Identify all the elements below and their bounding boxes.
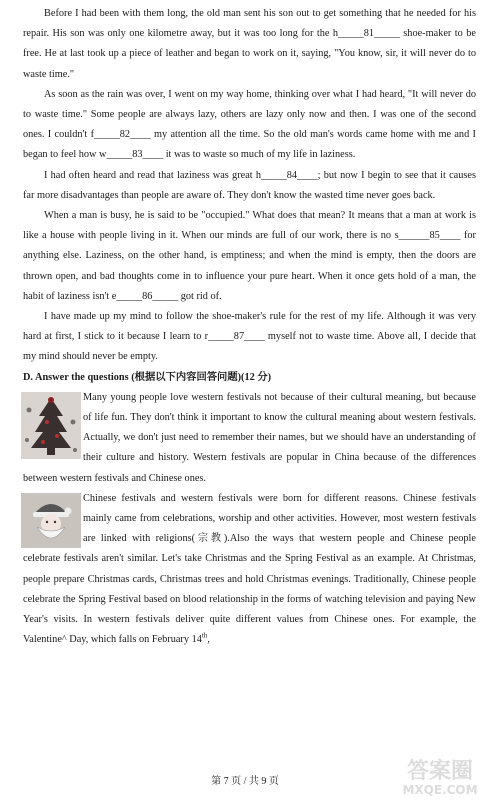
paragraph-1: Before I had been with them long, the old man sent his son out to get something that he needed for his repair. His son was only one kilometre away, but it was too long for the h_____81_____ shoe-maker to be free. He at last took up a piece of leather and began to work on it, saying, "You know, sir, it will never do to waste time." [23, 8, 476, 80]
paragraph-4: When a man is busy, he is said to be "occupied." What does that mean? It means that a man at work is like a house with people living in it. When our minds are full of our work, there is no s______85____ for anything else. Laziness, on the other hand, is emptiness; and when the mind is empty, then the doors are thrown open, and bad thoughts come in to influence your pure heart. When it once gets hold of a man, the habit of laziness isn't e_____86_____ got rid of. [23, 210, 476, 302]
watermark-line1: 答案圈 [406, 759, 474, 784]
watermark-line2: MXQE.COM [402, 783, 478, 797]
festival-paragraph-2 [23, 489, 476, 651]
paragraph-2: As soon as the rain was over, I went on my way home, thinking over what I had heard, "It will never do to waste time." Some people are always lazy, others are lazy only now and then. I was one of the second ones. I couldn't f_____82____ my attention all the time. So the old man's words came home with me and I began to feel how w_____83____ it was to waste so much of my life in laziness. [23, 88, 476, 161]
ordinal-suffix: th [201, 631, 208, 640]
section-heading: D. Answer the questions (根据以下内容回答问题)(12 分) [23, 371, 272, 383]
text-block [23, 4, 476, 651]
christmas-tree-image [21, 392, 81, 459]
page-footer: 第 7 页 / 共 9 页 [211, 776, 279, 787]
festival-paragraph-2-text: Chinese festivals and western festivals were born for different reasons. Chinese festivals mainly came from celebrations, worship and other activities. However, most western festivals are linked with religions(宗教).Also the ways that western people and Chinese people celebrate festivals aren't similar. Let's take Christmas and the Spring Festival as an example. At Christmas, people prepare Christmas cards, Christmas trees and hold Christmas evenings. Traditionally, Chinese people celebrate the Spring Festival based on blood relationship in the forms of watching television and paying New Year's visits. In western festivals deliver quite different values from Chinese ones. For example, the Valentine^ Day, which falls on February 14 [23, 492, 476, 646]
paragraph-3: I had often heard and read that laziness was great h_____84____; but now I begin to see that it causes far more disadvantages than people are aware of. They don't know the wasted time never goes back. [23, 169, 476, 201]
festival-paragraph-2-end: , [207, 634, 210, 646]
santa-claus-image [21, 493, 81, 548]
paragraph-5: I have made up my mind to follow the shoe-maker's rule for the rest of my life. Although it was very hard at first, I stick to it because I learn to r_____87____ myself not to waste time. Above all, I decide that my mind should never be empty. [23, 311, 476, 363]
festival-paragraph-1: Many young people love western festivals not because of their cultural meaning, but because of life fun. They don't think it important to know the cultural meaning about western festivals. Actually, we don't just need to remember their names, but we should have an understanding of their culture and history. Western festivals are popular in China because of the differences between western festivals and Chinese ones. [23, 391, 476, 484]
